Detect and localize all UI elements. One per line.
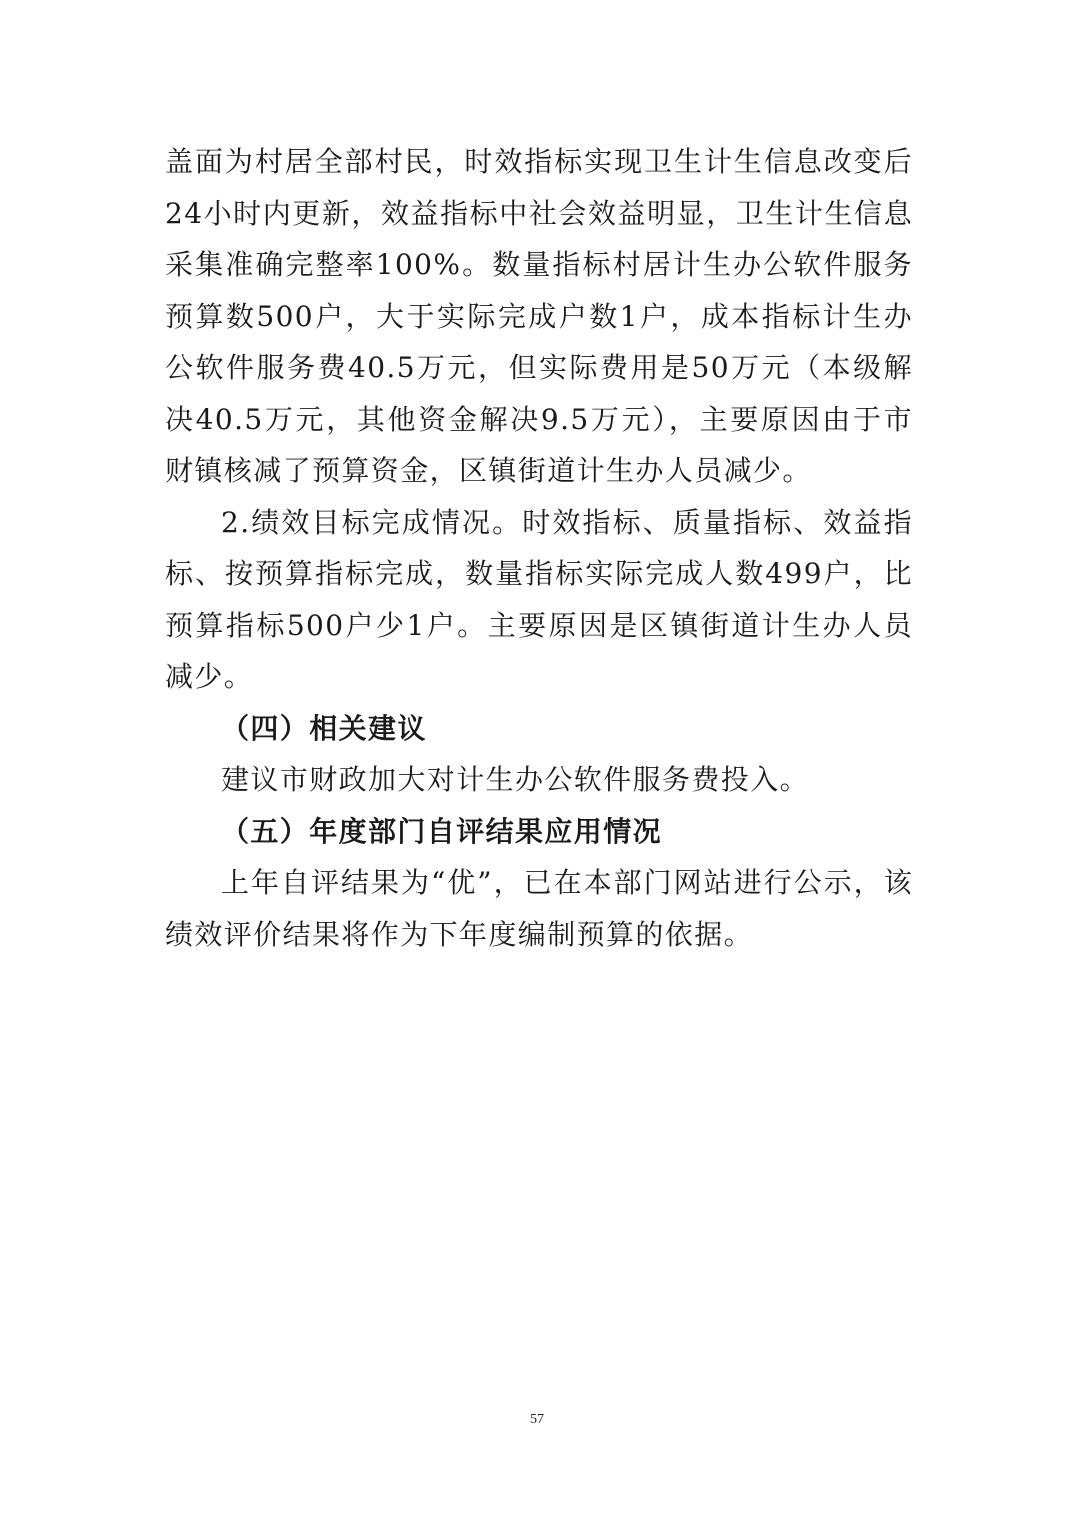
- section-heading-suggestions: （四）相关建议: [221, 711, 427, 745]
- paragraph-indicator-summary: 盖面为村居全部村民，时效指标实现卫生计生信息改变后24小时内更新，效益指标中社会效益明显，卫生计生信息采集准确完整率100%。数量指标村居计生办公软件服务预算数500户，大于实际完成户数1户，成本指标计生办公软件服务费40.5万元，但实际费用是50万元（本级解决40.5万元，其他资金解决9.5万元），主要原因由于市财镇核减了预算资金，区镇街道计生办人员减少。: [165, 145, 913, 487]
- paragraph-goal-completion: 2.绩效目标完成情况。时效指标、质量指标、效益指标、按预算指标完成，数量指标实际完成人数499户，比预算指标500户少1户。主要原因是区镇街道计生办人员减少。: [165, 505, 913, 693]
- section-heading-self-evaluation: （五）年度部门自评结果应用情况: [221, 814, 663, 848]
- paragraph-suggestion: 建议市财政加大对计生办公软件服务费投入。: [221, 763, 810, 796]
- document-body: [165, 136, 913, 960]
- page-number: 57: [530, 1412, 544, 1427]
- paragraph-self-evaluation: 上年自评结果为“优”，已在本部门网站进行公示，该绩效评价结果将作为下年度编制预算的依据。: [165, 866, 913, 951]
